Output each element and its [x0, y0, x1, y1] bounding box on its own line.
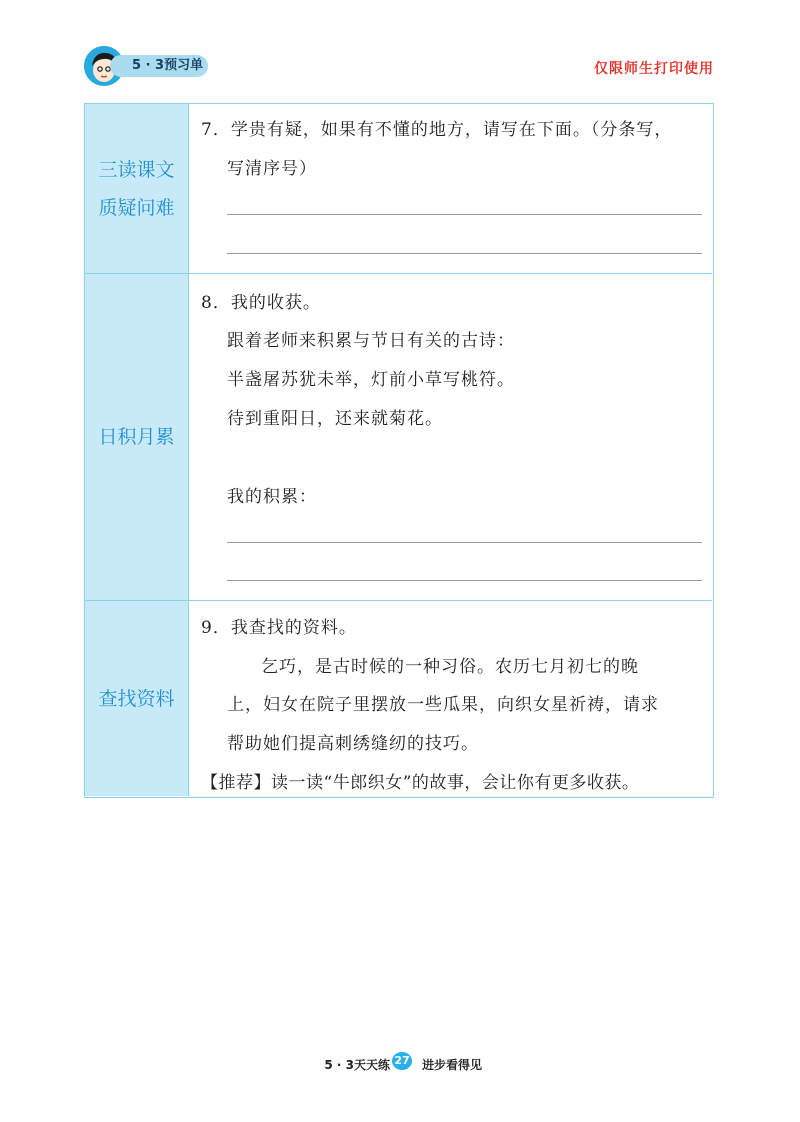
poem-line: 半盏屠苏犹未举，灯前小草写桃符。 [227, 370, 515, 390]
question-text: 7．学贵有疑，如果有不懂的地方，请写在下面。（分条写， [201, 120, 673, 140]
section-question-8 [85, 274, 712, 601]
worksheet-table [84, 103, 714, 798]
section-label [85, 104, 189, 273]
section-label-line: 三读课文 [98, 158, 175, 181]
section-content [189, 274, 712, 600]
question-text: 8．我的收获。 [201, 293, 321, 313]
section-label-line: 日积月累 [98, 426, 175, 448]
answer-line[interactable] [227, 580, 702, 581]
recommendation-text: 【推荐】读一读“牛郎织女”的故事，会让你有更多收获。 [201, 773, 640, 793]
answer-line[interactable] [227, 253, 702, 254]
brand-label: 5 · 3预习单 [110, 55, 208, 77]
answer-line[interactable] [227, 542, 702, 543]
question-text: 9．我查找的资料。 [201, 618, 357, 638]
body-text: 帮助她们提高刺绣缝纫的技巧。 [227, 734, 479, 754]
page-number: 27 [392, 1052, 412, 1070]
section-label [85, 274, 189, 600]
body-text: 跟着老师来积累与节日有关的古诗： [227, 331, 515, 351]
section-content [189, 601, 712, 796]
footer-slogan: 进步看得见 [422, 1058, 483, 1072]
body-text: 我的积累： [227, 487, 317, 507]
question-text: 写清序号） [227, 159, 317, 179]
print-restriction-notice: 仅限师生打印使用 [594, 61, 714, 77]
section-question-7 [85, 104, 712, 274]
section-label-line: 查找资料 [98, 687, 175, 710]
section-question-9 [85, 601, 712, 796]
page-footer [0, 1051, 800, 1075]
footer-series: 5 · 3天天练 [324, 1058, 390, 1072]
section-label [85, 601, 189, 796]
body-text: 上，妇女在院子里摆放一些瓜果，向织女星祈祷，请求 [227, 695, 659, 715]
page-header [0, 0, 800, 100]
section-content [189, 104, 712, 273]
answer-line[interactable] [227, 214, 702, 215]
section-label-line: 质疑问难 [98, 196, 175, 219]
body-text: 乞巧，是古时候的一种习俗。农历七月初七的晚 [261, 657, 639, 677]
poem-line: 待到重阳日，还来就菊花。 [227, 409, 443, 429]
